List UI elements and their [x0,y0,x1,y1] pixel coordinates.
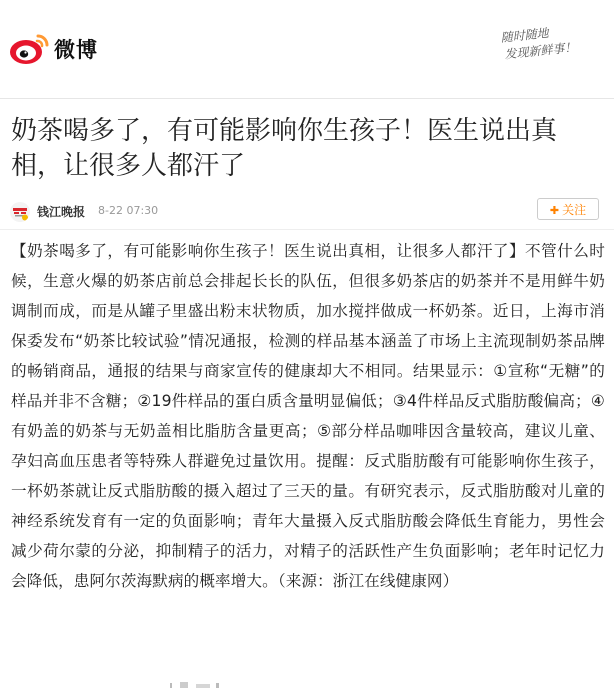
logo-text[interactable]: 微博 [54,38,98,62]
follow-button[interactable] [537,198,599,220]
follow-label: 关注 [562,203,587,217]
slogan [500,20,604,70]
post-time: 8-22 07:30 [98,204,159,217]
slogan-line-1: 随时随地 [500,25,550,45]
author-avatar[interactable] [10,202,30,222]
article-title: 奶茶喝多了，有可能影响你生孩子！医生说出真相，让很多人都汗了 [11,116,558,181]
slogan-line-2: 发现新鲜事！ [503,40,577,62]
top-header [0,0,614,99]
image-top-edge [140,681,260,688]
weibo-logo-icon[interactable] [9,32,51,66]
article-body: 【奶茶喝多了，有可能影响你生孩子！医生说出真相，让很多人都汗了】不管什么时候，生意火爆的奶茶店前总会排起长长的队伍，但很多奶茶店的奶茶并不是用鲜牛奶调制而成，而是从罐子里盛出粉末状物质，加水搅拌做成一杯奶茶。近日，上海市消保委发布“奶茶比较试验”情况通报，检测的样品基本涵盖了市场上主流现制奶茶品牌的畅销商品，通报的结果与商家宣传的健康却大不相同。结果显示：①宣称“无糖”的样品并非不含糖；②19件样品的蛋白质含量明显偏低；③4件样品反式脂肪酸偏高；④有奶盖的奶茶与无奶盖相比脂肪含量更高；⑤部分样品咖啡因含量较高，建议儿童、孕妇高血压患者等特殊人群避免过量饮用。提醒：反式脂肪酸有可能影响你生孩子，一杯奶茶就让反式脂肪酸的摄入超过了三天的量。有研究表示，反式脂肪酸对儿童的神经系统发育有一定的负面影响；青年大量摄入反式脂肪酸会降低生育能力，男性会减少荷尔蒙的分泌，抑制精子的活力，对精子的活跃性产生负面影响；老年时记忆力会降低，患阿尔茨海默病的概率增大。（来源：浙江在线健康网） [11,242,605,590]
plus-icon: ✚ [549,204,560,217]
author-row [0,197,614,227]
author-name[interactable]: 钱江晚报 [37,205,86,219]
qianjiang-avatar-icon [10,202,30,222]
divider [0,229,614,230]
